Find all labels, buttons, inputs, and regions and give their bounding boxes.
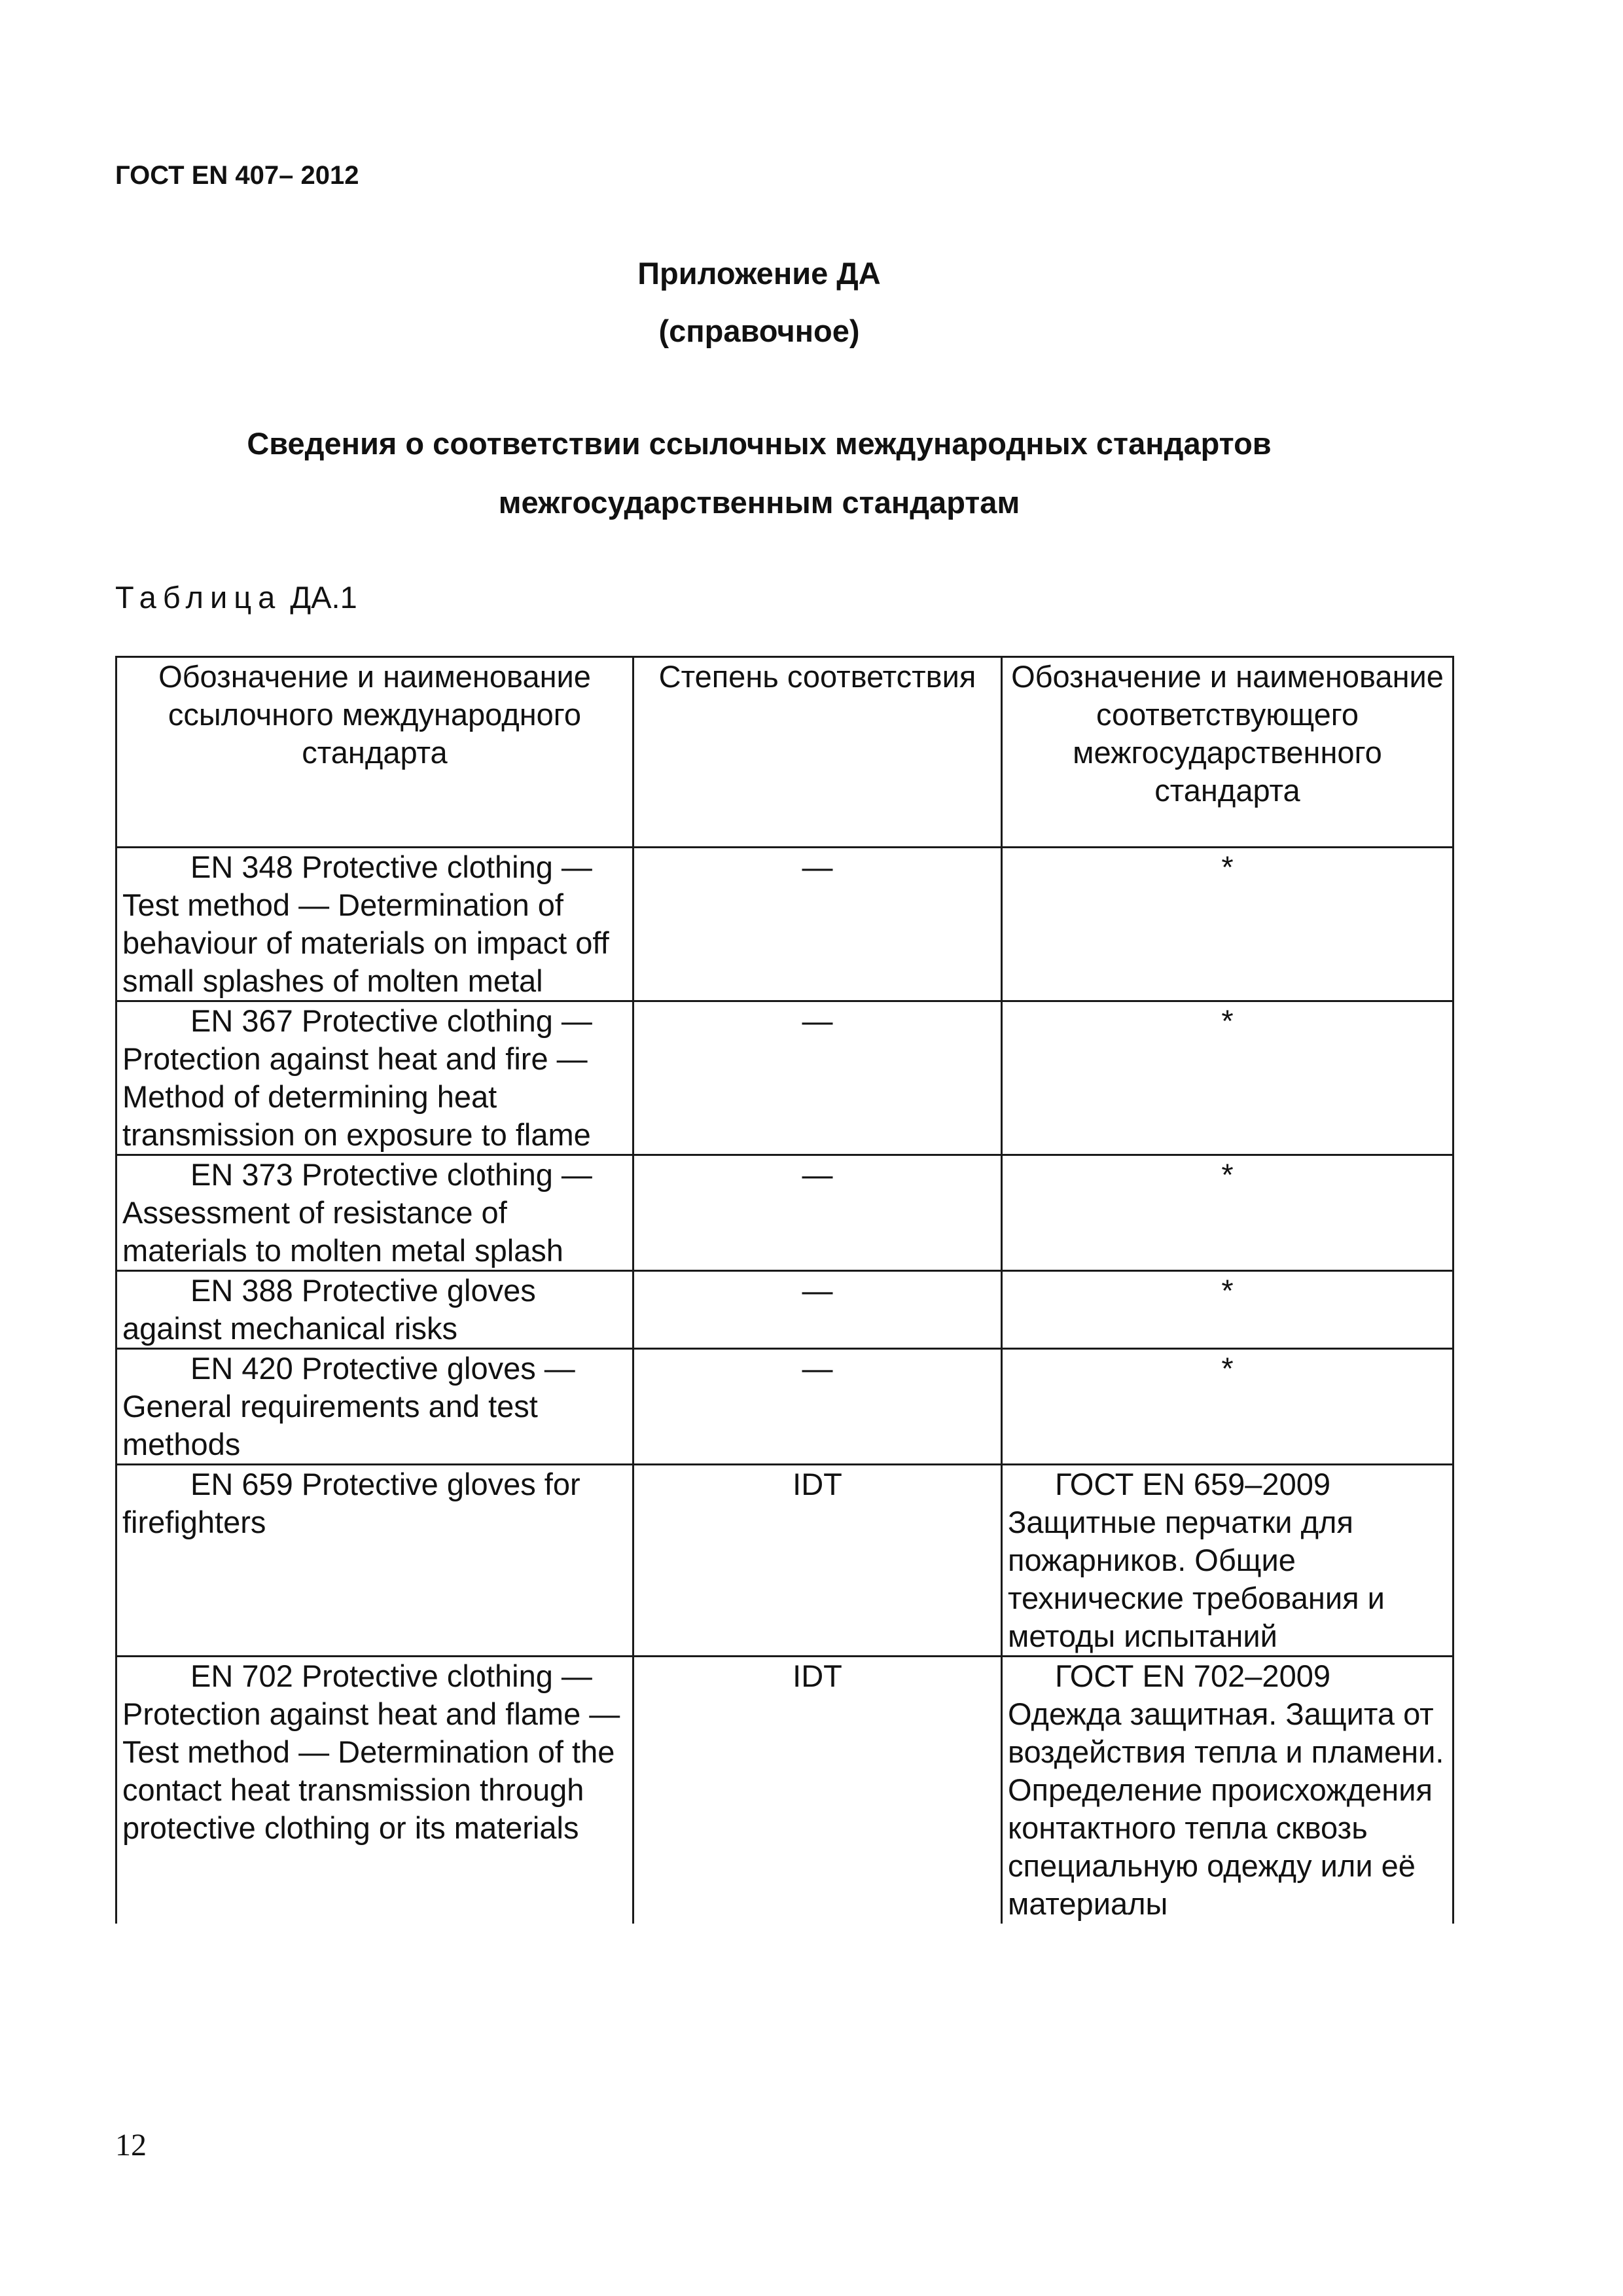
cell-degree: IDT — [633, 1657, 1002, 1924]
cell-gost: * — [1002, 1271, 1454, 1349]
page-number: 12 — [115, 2128, 147, 2162]
cell-degree: — — [633, 848, 1002, 1001]
table-caption — [115, 579, 357, 615]
table-row — [116, 1465, 1454, 1657]
cell-gost: * — [1002, 1155, 1454, 1271]
cell-gost: ГОСТ EN 702–2009 Одежда защитная. Защита от воздействия тепла и пламени. Определение происхождения контактного тепла сквозь специальную одежду или её материалы — [1002, 1657, 1454, 1924]
table-row — [116, 1271, 1454, 1349]
header-degree: Степень соответствия — [633, 657, 1002, 848]
cell-gost: * — [1002, 1349, 1454, 1465]
table-caption-label: Таблица — [115, 580, 282, 615]
cell-standard: EN 367 Protective clothing — Protection against heat and fire — Method of determining heat transmission on exposure to flame — [116, 1001, 633, 1155]
header-interstate-standard: Обозначение и наименование соответствующего межгосударственного стандарта — [1002, 657, 1454, 848]
table-header-row — [116, 657, 1454, 848]
cell-standard: EN 659 Protective gloves for firefighters — [116, 1465, 633, 1657]
cell-standard: EN 388 Protective gloves against mechanical risks — [116, 1271, 633, 1349]
section-heading-line1: Сведения о соответствии ссылочных международных стандартов — [247, 426, 1272, 461]
table-caption-number: ДА.1 — [290, 580, 357, 615]
table-row — [116, 1001, 1454, 1155]
cell-degree: — — [633, 1271, 1002, 1349]
correspondence-table — [115, 656, 1454, 1924]
cell-standard: EN 702 Protective clothing — Protection against heat and flame — Test method — Determination of the contact heat transmission through protective clothing or its materials — [116, 1657, 633, 1924]
document-code: ГОСТ EN 407– 2012 — [115, 161, 359, 190]
cell-gost: * — [1002, 1001, 1454, 1155]
cell-gost: * — [1002, 848, 1454, 1001]
cell-degree: — — [633, 1349, 1002, 1465]
cell-degree: — — [633, 1001, 1002, 1155]
table-row — [116, 1657, 1454, 1924]
section-heading-line2: межгосударственным стандартам — [498, 485, 1020, 520]
table-row — [116, 1349, 1454, 1465]
cell-degree: IDT — [633, 1465, 1002, 1657]
cell-gost: ГОСТ EN 659–2009 Защитные перчатки для пожарников. Общие технические требования и методы испытаний — [1002, 1465, 1454, 1657]
annex-subtitle: (справочное) — [658, 314, 860, 348]
cell-standard: EN 348 Protective clothing — Test method — Determination of behaviour of materials on impact off small splashes of molten metal — [116, 848, 633, 1001]
annex-title: Приложение ДА — [637, 256, 881, 291]
table-row — [116, 848, 1454, 1001]
cell-degree: — — [633, 1155, 1002, 1271]
header-international-standard: Обозначение и наименование ссылочного международного стандарта — [116, 657, 633, 848]
table-row — [116, 1155, 1454, 1271]
cell-standard: EN 420 Protective gloves — General requirements and test methods — [116, 1349, 633, 1465]
cell-standard: EN 373 Protective clothing — Assessment of resistance of materials to molten metal splash — [116, 1155, 633, 1271]
